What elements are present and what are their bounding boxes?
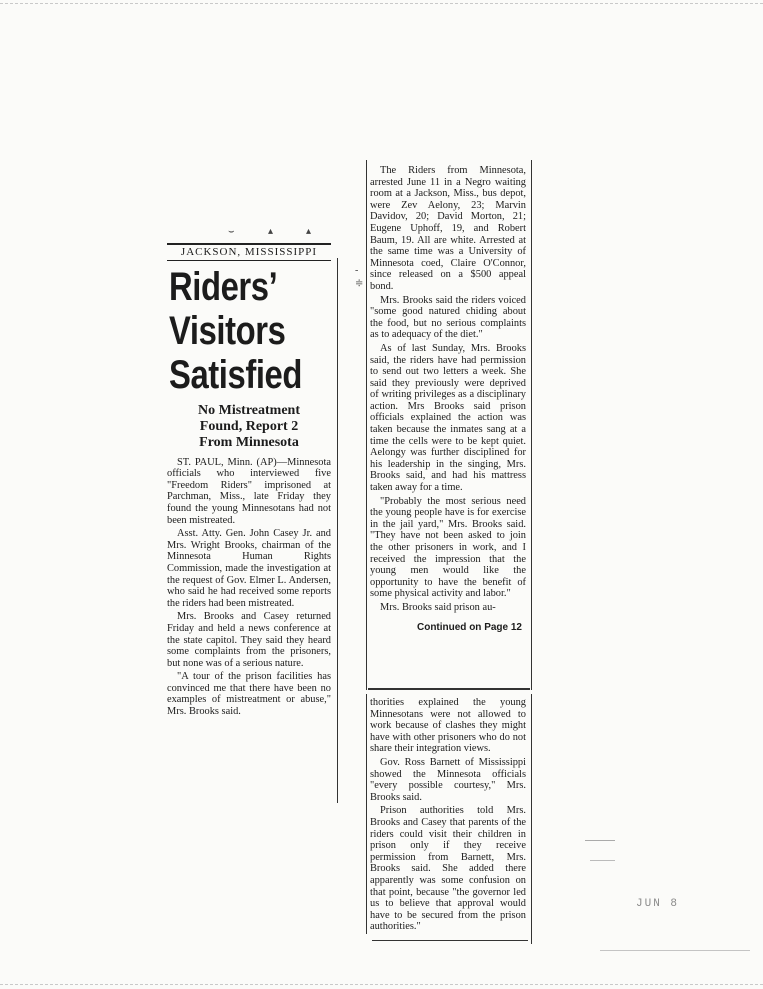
continued-line: Continued on Page 12	[416, 621, 522, 633]
stamp-mark	[585, 840, 615, 841]
article-right-column	[370, 165, 526, 633]
scan-mark: ▴	[306, 226, 312, 237]
column-rule	[366, 694, 367, 934]
subhead-line: No Mistreatment	[198, 402, 300, 418]
subhead-line: Found, Report 2	[199, 418, 299, 434]
article-left-column	[167, 243, 331, 720]
body-paragraph: Mrs. Brooks said the riders voiced "some good natured chiding about the food, but no serious complaints as to adequacy of the diet."	[370, 294, 526, 341]
body-paragraph: "Probably the most serious need the young people have is for exercise in the jail yard," Mrs. Brooks said. "They have not been asked to join the other prisoners in work, and I received the impression that the young men would like the opportunity to have the benefit of some physical activity and labor."	[370, 495, 526, 600]
body-paragraph: Asst. Atty. Gen. John Casey Jr. and Mrs. Wright Brooks, chairman of the Minnesota Human Rights Commission, made the investigation at the request of Gov. Elmer L. Andersen, who said he had received some reports the riders had been mistreated.	[167, 528, 331, 609]
column-rule	[337, 258, 338, 803]
dateline: JACKSON, MISSISSIPPI	[167, 243, 331, 261]
body-paragraph: Mrs. Brooks said prison au-	[380, 601, 496, 613]
scan-edge-bottom	[0, 984, 763, 985]
body-paragraph: thorities explained the young Minnesotans were not allowed to work because of clashes they might have with other prisoners who do not share their integration views.	[370, 697, 526, 755]
received-stamp: JUN 8	[636, 898, 680, 910]
subhead-line: From Minnesota	[199, 434, 299, 450]
section-rule	[368, 688, 530, 690]
body-paragraph: Gov. Ross Barnett of Mississippi showed the Minnesota officials "every possible courtesy," Mrs. Brooks said.	[370, 756, 526, 803]
scan-mark: ▴	[268, 226, 274, 237]
body-paragraph: "A tour of the prison facilities has convinced me that there have been no examples of mistreatment or abuse," Mrs. Brooks said.	[167, 671, 331, 718]
body-paragraph: ST. PAUL, Minn. (AP)—Minnesota officials who interviewed five "Freedom Riders" imprisoned at Parchman, Miss., late Friday they found the young Minnesotans had not been mistreated.	[167, 456, 331, 526]
body-paragraph: Mrs. Brooks and Casey returned Friday and held a news conference at the state capitol. They said they heard some complaints from the prisoners, but none was of a serious nature.	[167, 611, 331, 669]
scan-mark: -	[355, 265, 359, 276]
scan-mark: ≑	[355, 278, 364, 289]
scan-edge-top	[0, 3, 763, 4]
body-paragraph: The Riders from Minnesota, arrested June 11 in a Negro waiting room at a Jackson, Miss., bus depot, were Zev Aelony, 23; Marvin Davidov, 20; David Morton, 21; Eugene Uphoff, 19, and Robert Baum, 19. All are white. Arrested at the same time was a University of Minnesota coed, Claire O'Connor, since released on a $500 appeal bond.	[370, 165, 526, 292]
headline-line: Riders’	[169, 264, 278, 309]
headline-line: Visitors	[169, 308, 286, 353]
stamp-mark	[600, 950, 750, 951]
column-rule	[531, 160, 532, 690]
subheadline	[167, 403, 331, 451]
article-continuation	[370, 697, 526, 935]
scan-mark: ⌣	[228, 226, 235, 237]
stamp-mark	[590, 860, 615, 861]
column-rule	[366, 160, 367, 690]
headline	[169, 265, 302, 397]
column-rule	[531, 694, 532, 944]
headline-line: Satisfied	[169, 352, 303, 397]
body-paragraph: As of last Sunday, Mrs. Brooks said, the riders have had permission to send out two letters a week. She said they previously were deprived of writing privileges as a disciplinary action. Mrs Brooks said prison officials explained the action was taken because the inmates sang at a time the cells were to be kept quiet. Aelongy was further disciplined for his leadership in the singing, Mrs. Brooks said, and had his mattress taken away for a time.	[370, 342, 526, 494]
section-rule	[372, 940, 528, 941]
body-paragraph: Prison authorities told Mrs. Brooks and Casey that parents of the riders could visit their children in prison only if they receive permission from Barnett, Mrs. Brooks said. She added there apparently was some confusion on that point, because "the governor led us to believe that approval would have to be secured from the prison authorities."	[370, 805, 526, 933]
